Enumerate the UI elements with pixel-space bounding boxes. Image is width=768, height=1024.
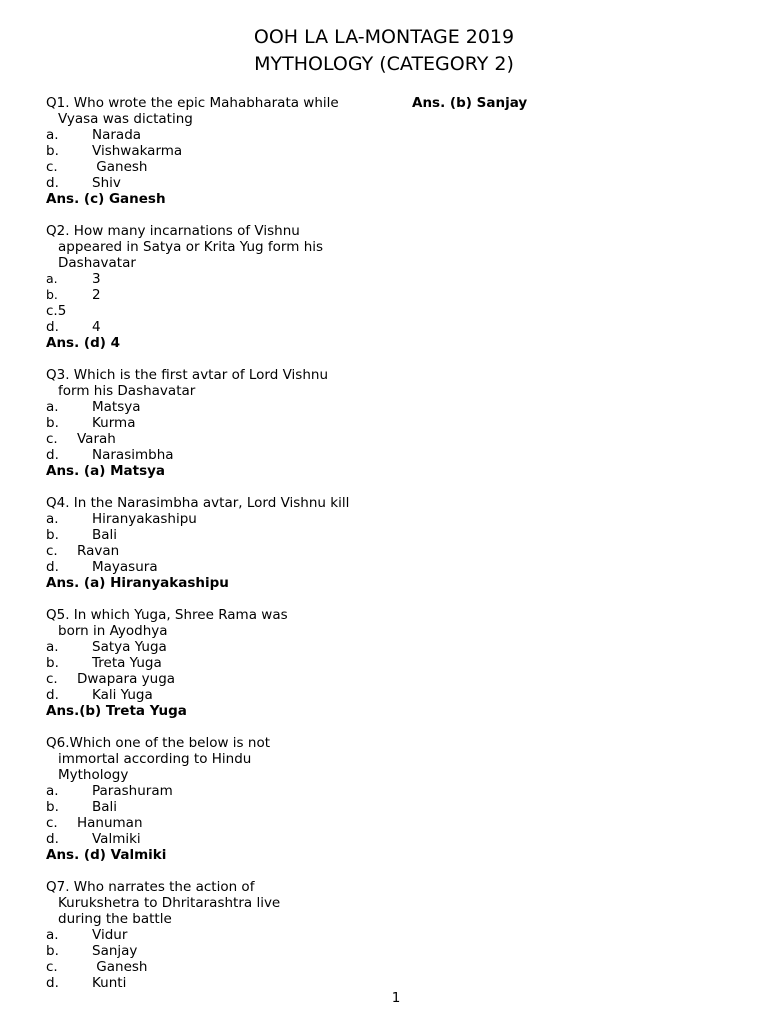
option-text: Sanjay: [92, 943, 138, 959]
option-label: b.: [46, 143, 59, 159]
option: [46, 527, 406, 543]
question-text: Vyasa was dictating: [58, 111, 193, 127]
option-text: Satya Yuga: [92, 639, 167, 655]
option-text: Kunti: [92, 975, 127, 991]
option-label: b.: [46, 943, 59, 959]
option-text: Kali Yuga: [92, 687, 153, 703]
option: [46, 287, 406, 303]
side-answer: Ans. (b) Sanjay: [412, 95, 528, 111]
question-block: [46, 495, 406, 591]
option: [46, 831, 406, 847]
option: [46, 655, 406, 671]
option: [46, 543, 406, 559]
option: [46, 559, 406, 575]
option-label: c.: [46, 815, 58, 831]
option: [46, 959, 406, 975]
question-block: [46, 95, 406, 207]
question-text: born in Ayodhya: [58, 623, 168, 639]
option-label: a.: [46, 783, 59, 799]
option-label: a.: [46, 639, 59, 655]
question-block: [46, 367, 406, 479]
question-text: appeared in Satya or Krita Yug form his: [58, 239, 324, 255]
option: [46, 943, 406, 959]
answer-text: Ans.(b) Treta Yuga: [46, 703, 187, 719]
option-text: Dwapara yuga: [77, 671, 176, 687]
option: [46, 783, 406, 799]
option-text: Parashuram: [92, 783, 173, 799]
option-text: Bali: [92, 527, 118, 543]
question-text: Q6.Which one of the below is not: [46, 735, 270, 751]
option-text: Narasimbha: [92, 447, 174, 463]
option: [46, 511, 406, 527]
spacer: [46, 863, 406, 879]
question-block: [46, 223, 406, 351]
option-label: c.: [46, 959, 58, 975]
option: [46, 303, 406, 319]
option-label: a.: [46, 399, 59, 415]
option-label: a.: [46, 511, 59, 527]
option-text: Vidur: [92, 927, 128, 943]
option: [46, 271, 406, 287]
question-block: [46, 879, 406, 991]
option-label: d.: [46, 687, 59, 703]
option-text: Ganesh: [92, 959, 148, 975]
option-text: Valmiki: [92, 831, 141, 847]
page-number: 1: [391, 990, 401, 1006]
spacer: [46, 479, 406, 495]
answer-text: Ans. (a) Hiranyakashipu: [46, 575, 229, 591]
document-title: OOH LA LA-MONTAGE 2019: [253, 26, 515, 48]
question-text: Q2. How many incarnations of Vishnu: [46, 223, 300, 239]
option: [46, 399, 406, 415]
question-text: during the battle: [58, 911, 172, 927]
option-label: d.: [46, 447, 59, 463]
option: [46, 415, 406, 431]
option-label: d.: [46, 831, 59, 847]
question-block: [46, 735, 406, 863]
option: [46, 143, 406, 159]
option: [46, 639, 406, 655]
option-label: b.: [46, 287, 58, 302]
question-text: Q4. In the Narasimbha avtar, Lord Vishnu kill: [46, 495, 350, 511]
question-text: Q5. In which Yuga, Shree Rama was: [46, 607, 288, 623]
option: [46, 447, 406, 463]
option-label: c.: [46, 543, 58, 559]
option: [46, 127, 406, 143]
option-text: 3: [92, 271, 101, 287]
option-label: b.: [46, 799, 59, 815]
option: [46, 431, 406, 447]
option: [46, 815, 406, 831]
option-label: d.: [46, 975, 59, 991]
option-text: Mayasura: [92, 559, 158, 575]
option-label: a.: [46, 127, 59, 143]
option-text: Hanuman: [77, 815, 143, 831]
option-label: d.: [46, 175, 59, 191]
question-text: immortal according to Hindu: [58, 751, 252, 767]
quiz-content: [46, 95, 406, 991]
question-text: Q7. Who narrates the action of: [46, 879, 255, 895]
question-text: Mythology: [58, 767, 129, 783]
option-label: d.: [46, 559, 59, 575]
question-text: form his Dashavatar: [58, 383, 196, 399]
option-label: b.: [46, 527, 59, 543]
option-text: Matsya: [92, 399, 141, 415]
option-text: Treta Yuga: [92, 655, 162, 671]
option-text: Varah: [77, 431, 116, 447]
option-text: Hiranyakashipu: [92, 511, 197, 527]
option-text: Ravan: [77, 543, 120, 559]
spacer: [46, 719, 406, 735]
question-block: [46, 607, 406, 719]
option: [46, 175, 406, 191]
spacer: [46, 351, 406, 367]
option-label: a.: [46, 271, 58, 286]
option-text: Vishwakarma: [92, 143, 183, 159]
document-subtitle: MYTHOLOGY (CATEGORY 2): [254, 53, 514, 75]
option-text: Bali: [92, 799, 118, 815]
question-text: Q1. Who wrote the epic Mahabharata while: [46, 95, 339, 111]
option: [46, 159, 406, 175]
spacer: [46, 591, 406, 607]
question-text: Q3. Which is the first avtar of Lord Vishnu: [46, 367, 328, 383]
option: [46, 687, 406, 703]
option-label: c.: [46, 671, 58, 687]
question-text: Kurukshetra to Dhritarashtra live: [58, 895, 281, 911]
option-text: Ganesh: [92, 159, 148, 175]
answer-text: Ans. (d) Valmiki: [46, 847, 167, 863]
option-text: Shiv: [92, 175, 121, 191]
option-text: Narada: [92, 127, 142, 143]
option-label: a.: [46, 927, 59, 943]
option-label: c.: [46, 431, 58, 447]
spacer: [46, 207, 406, 223]
question-text: Dashavatar: [58, 255, 136, 271]
option: [46, 799, 406, 815]
option-label: c.5: [46, 303, 67, 319]
option: [46, 975, 406, 991]
option-text: 4: [92, 319, 101, 335]
option-label: c.: [46, 159, 58, 175]
answer-text: Ans. (c) Ganesh: [46, 191, 166, 207]
option-label: d.: [46, 319, 59, 335]
option-text: Kurma: [92, 415, 136, 431]
option: [46, 927, 406, 943]
option-label: b.: [46, 655, 59, 671]
answer-text: Ans. (d) 4: [46, 335, 121, 351]
option: [46, 319, 406, 335]
answer-text: Ans. (a) Matsya: [46, 463, 166, 479]
option-text: 2: [92, 287, 101, 303]
option-label: b.: [46, 415, 59, 431]
option: [46, 671, 406, 687]
